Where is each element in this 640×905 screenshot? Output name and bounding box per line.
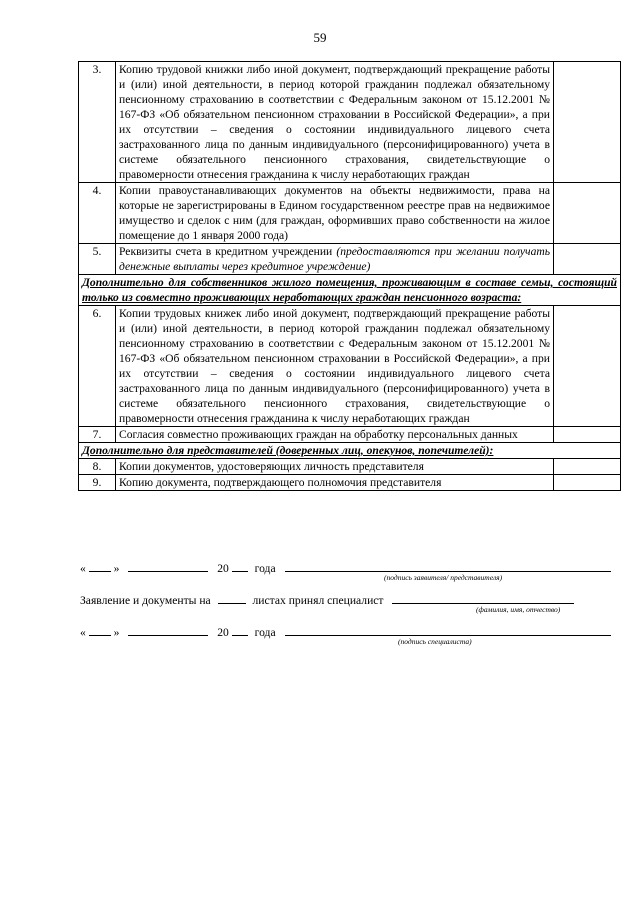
month-field[interactable] [128, 624, 208, 636]
sheets-count-field[interactable] [218, 592, 246, 604]
specialist-name-field[interactable] [392, 592, 574, 604]
row-text: Копию документа, подтверждающего полномочия представителя [116, 475, 554, 491]
row-text: Согласия совместно проживающих граждан на обработку персональных данных [116, 427, 554, 443]
accepted-prefix: Заявление и документы на [80, 594, 211, 607]
row-text: Копии трудовых книжек либо иной документ, подтверждающий прекращение работы и (или) иной деятельности, в период которой гражданин подлежал обязательному пенсионному страхованию в соответствии с Федеральным законом от 15.12.2001 № 167-ФЗ «Об обязательном пенсионном страховании в Российской Федерации», а при их отсутствии – сведения о состоянии индивидуального лицевого счета застрахованного лица по данным индивидуального (персонифицированного) учета в системе обязательного пенсионного страхования, свидетельствующие о правомерности отнесения гражданина к числу неработающих граждан [116, 306, 554, 427]
month-field[interactable] [128, 560, 208, 572]
row-number: 8. [79, 459, 116, 475]
row-blank-cell [554, 62, 621, 183]
row-note: (предоставляются при желании получать денежные выплаты через кредитное учреждение) [119, 245, 551, 273]
applicant-signature-caption: (подпись заявителя/ представителя) [384, 573, 503, 582]
documents-table [78, 61, 621, 491]
applicant-signature-line [80, 560, 611, 575]
day-field[interactable] [89, 624, 111, 636]
row-number: 4. [79, 183, 116, 244]
year-prefix: 20 [217, 562, 229, 575]
section-row [79, 275, 621, 306]
row-text: Копии правоустанавливающих документов на объекты недвижимости, права на которые не зарегистрированы в Едином государственном реестре прав на недвижимое имущество и сделок с ним (для граждан, оформивших право собственности на жилое помещение до 1 января 2000 года) [116, 183, 554, 244]
table-row [79, 306, 621, 427]
row-number: 3. [79, 62, 116, 183]
row-text: Копии документов, удостоверяющих личность представителя [116, 459, 554, 475]
specialist-signature-caption: (подпись специалиста) [398, 637, 472, 646]
row-number: 7. [79, 427, 116, 443]
row-text: Реквизиты счета в кредитном учреждении [119, 245, 333, 258]
year-field[interactable] [232, 560, 248, 572]
year-suffix: года [254, 562, 276, 575]
specialist-signature-field[interactable] [285, 624, 611, 636]
table-row [79, 427, 621, 443]
table-row [79, 459, 621, 475]
row-blank-cell [554, 427, 621, 443]
section-representatives-heading: Дополнительно для представителей (доверенных лиц, опекунов, попечителей): [79, 443, 621, 459]
row-blank-cell [554, 183, 621, 244]
row-number: 9. [79, 475, 116, 491]
row-blank-cell [554, 244, 621, 275]
table-row [79, 475, 621, 491]
year-prefix: 20 [217, 626, 229, 639]
row-text: Копию трудовой книжки либо иной документ, подтверждающий прекращение работы и (или) иной деятельности, в период которой гражданин подлежал обязательному пенсионному страхованию в соответствии с Федеральным законом от 15.12.2001 № 167-ФЗ «Об обязательном пенсионном страховании в Российской Федерации», а при их отсутствии – сведения о состоянии индивидуального лицевого счета застрахованного лица по данным индивидуального (персонифицированного) учета в системе обязательного пенсионного страхования, свидетельствующие о правомерности отнесения гражданина к числу неработающих граждан [116, 62, 554, 183]
section-row [79, 443, 621, 459]
open-quote: « [80, 626, 86, 639]
day-field[interactable] [89, 560, 111, 572]
close-quote: » [113, 562, 120, 575]
row-blank-cell [554, 475, 621, 491]
page-number: 59 [313, 30, 327, 45]
open-quote: « [80, 562, 86, 575]
row-number: 6. [79, 306, 116, 427]
accepted-suffix: листах принял специалист [252, 594, 384, 607]
close-quote: » [113, 626, 120, 639]
specialist-signature-line [80, 624, 611, 639]
row-blank-cell [554, 459, 621, 475]
row-blank-cell [554, 306, 621, 427]
table-row [79, 183, 621, 244]
row-number: 5. [79, 244, 116, 275]
year-field[interactable] [232, 624, 248, 636]
table-row [79, 244, 621, 275]
row-text-with-note [116, 244, 554, 275]
table-row [79, 62, 621, 183]
applicant-signature-field[interactable] [285, 560, 611, 572]
section-owners-heading: Дополнительно для собственников жилого помещения, проживающим в составе семьи, состоящий только из совместно проживающих неработающих граждан пенсионного возраста: [79, 275, 621, 306]
name-caption: (фамилия, имя, отчество) [476, 605, 561, 614]
year-suffix: года [254, 626, 276, 639]
